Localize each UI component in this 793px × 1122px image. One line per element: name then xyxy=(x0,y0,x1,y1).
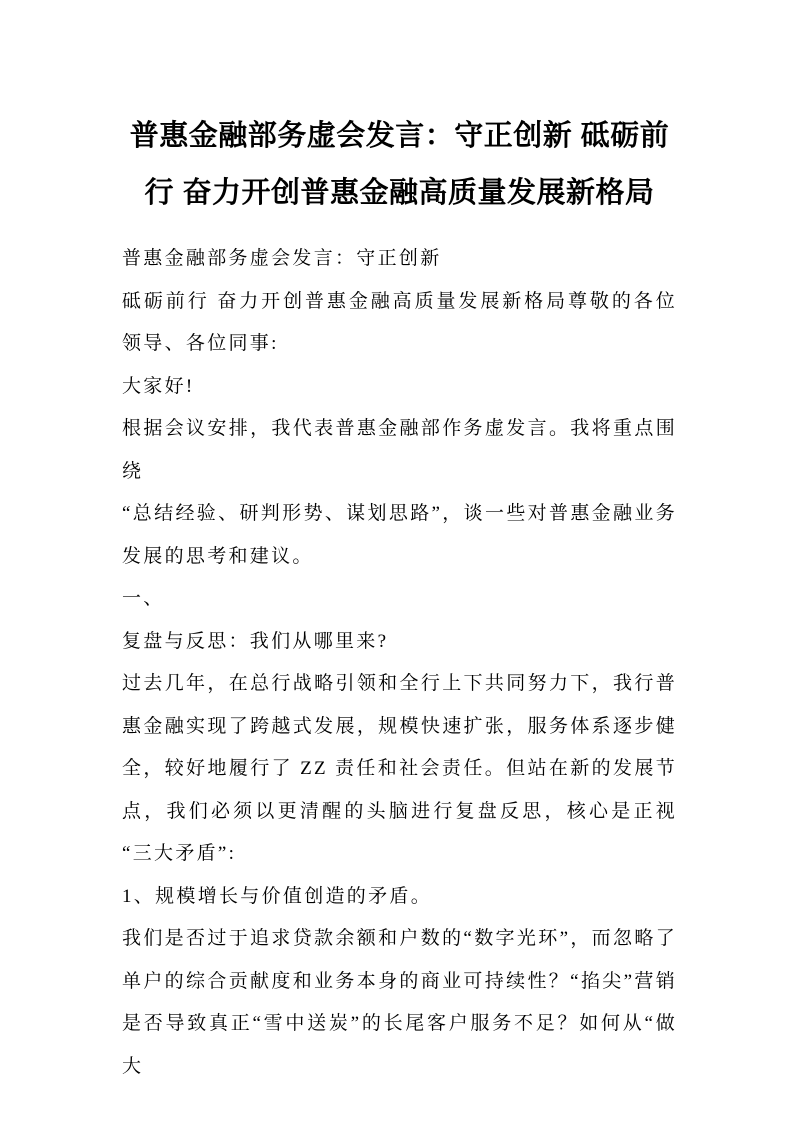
paragraph: 大家好! xyxy=(122,375,195,397)
document-title: 普惠金融部务虚会发言：守正创新 砥砺前行 奋力开创普惠金融高质量发展新格局 xyxy=(129,120,670,209)
paragraph: 1、规模增长与价值创造的矛盾。 xyxy=(122,885,433,907)
paragraph: “总结经验、研判形势、谋划思路”，谈一些对普惠金融业务发展的思考和建议。 xyxy=(122,503,677,567)
paragraph: 根据会议安排，我代表普惠金融部作务虚发言。我将重点围绕 xyxy=(122,418,677,482)
document-body xyxy=(122,238,677,1088)
paragraph: 砥砺前行 奋力开创普惠金融高质量发展新格局尊敬的各位领导、各位同事: xyxy=(122,290,677,354)
paragraph: 一、 xyxy=(122,588,165,609)
paragraph: 过去几年，在总行战略引领和全行上下共同努力下，我行普惠金融实现了跨越式发展，规模快速扩张，服务体系逐步健全，较好地履行了 ZZ 责任和社会责任。但站在新的发展节点，我们必须以更清醒的头脑进行复盘反思，核心是正视“三大矛盾”: xyxy=(122,673,677,864)
paragraph: 我们是否过于追求贷款余额和户数的“数字光环”，而忽略了单户的综合贡献度和业务本身的商业可持续性？“掐尖”营销是否导致真正“雪中送炭”的长尾客户服务不足？如何从“做大 xyxy=(122,928,677,1077)
paragraph: 普惠金融部务虚会发言：守正创新 xyxy=(122,248,442,269)
paragraph: 复盘与反思：我们从哪里来? xyxy=(122,630,389,652)
